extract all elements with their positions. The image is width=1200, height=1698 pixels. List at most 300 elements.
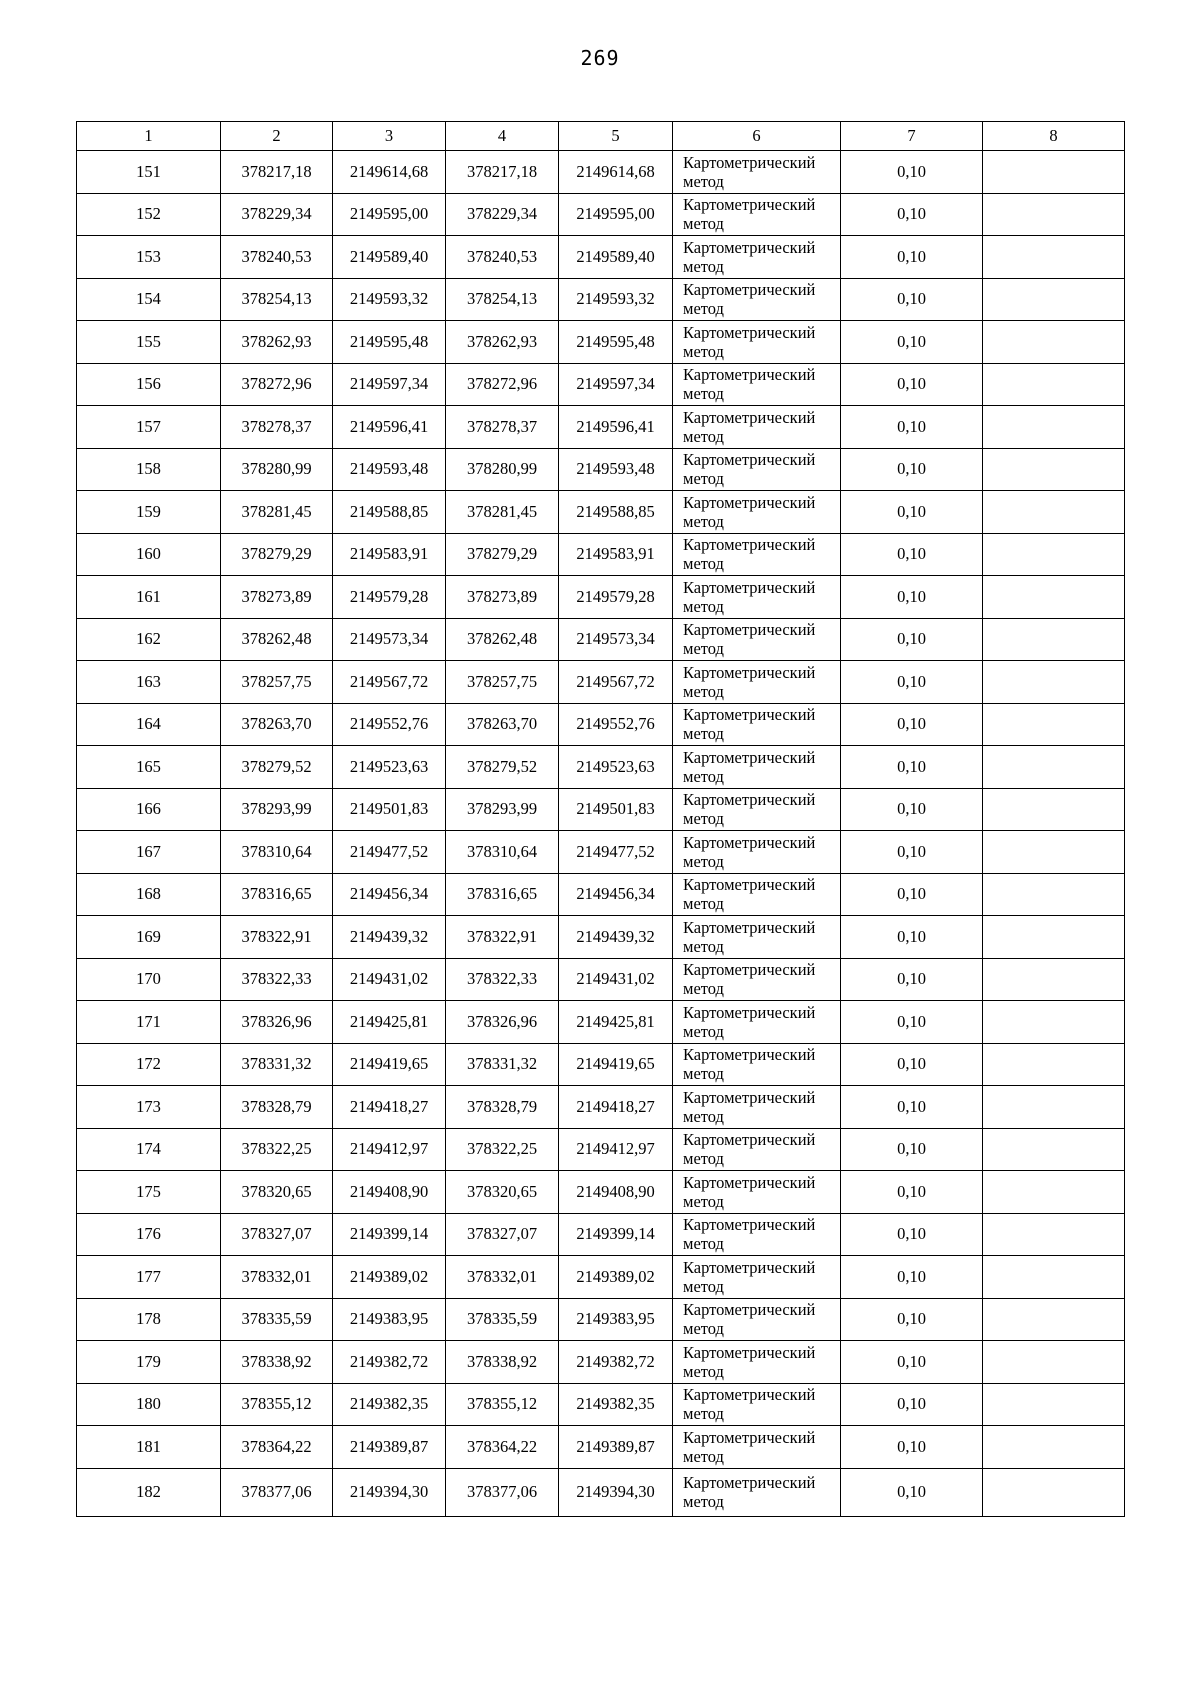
table-row [77,1341,1125,1384]
coordinate-y-cell: 2149597,34 [333,363,446,406]
note-cell [983,618,1125,661]
coordinate-y-cell: 2149501,83 [559,788,673,831]
point-number-cell: 156 [77,363,221,406]
method-text-line2: метод [683,1234,724,1254]
table-row [77,788,1125,831]
note-cell [983,448,1125,491]
coordinate-x-cell: 378327,07 [446,1213,559,1256]
page-number: 269 [580,46,620,70]
note-cell [983,916,1125,959]
precision-cell: 0,10 [841,533,983,576]
method-cell [673,1001,841,1044]
precision-cell: 0,10 [841,703,983,746]
coordinate-y-cell: 2149595,48 [333,321,446,364]
coordinate-x-cell: 378320,65 [446,1171,559,1214]
method-text-line1: Картометрический [683,1002,816,1022]
method-cell [673,1468,841,1516]
point-number-cell: 153 [77,236,221,279]
point-number-cell: 178 [77,1298,221,1341]
method-text-line2: метод [683,1446,724,1466]
coordinate-y-cell: 2149477,52 [333,831,446,874]
table-row [77,1086,1125,1129]
method-text-line2: метод [683,936,724,956]
coordinate-y-cell: 2149523,63 [333,746,446,789]
coordinate-y-cell: 2149382,35 [333,1383,446,1426]
note-cell [983,533,1125,576]
coordinate-y-cell: 2149383,95 [333,1298,446,1341]
coordinate-y-cell: 2149408,90 [559,1171,673,1214]
note-cell [983,193,1125,236]
coordinate-y-cell: 2149456,34 [559,873,673,916]
method-cell [673,1043,841,1086]
precision-cell: 0,10 [841,151,983,194]
table-row [77,278,1125,321]
coordinate-x-cell: 378335,59 [446,1298,559,1341]
method-text-line2: метод [683,1492,724,1511]
method-text-line2: метод [683,1361,724,1381]
coordinate-y-cell: 2149595,00 [333,193,446,236]
method-text-line1: Картометрический [683,1130,816,1150]
method-cell [673,491,841,534]
method-cell [673,236,841,279]
coordinate-y-cell: 2149567,72 [559,661,673,704]
precision-cell: 0,10 [841,1128,983,1171]
coordinate-y-cell: 2149418,27 [559,1086,673,1129]
precision-cell: 0,10 [841,788,983,831]
method-text-line2: метод [683,724,724,744]
coordinate-x-cell: 378279,52 [221,746,333,789]
coordinate-y-cell: 2149382,72 [559,1341,673,1384]
table-row [77,831,1125,874]
table-row [77,703,1125,746]
point-number-cell: 179 [77,1341,221,1384]
precision-cell: 0,10 [841,1086,983,1129]
coordinate-x-cell: 378327,07 [221,1213,333,1256]
precision-cell: 0,10 [841,1001,983,1044]
method-text-line2: метод [683,511,724,531]
coordinate-x-cell: 378331,32 [446,1043,559,1086]
coordinate-x-cell: 378278,37 [446,406,559,449]
coordinate-x-cell: 378263,70 [446,703,559,746]
coordinate-x-cell: 378240,53 [446,236,559,279]
method-text-line2: метод [683,596,724,616]
precision-cell: 0,10 [841,1298,983,1341]
method-text-line2: метод [683,469,724,489]
method-cell [673,1426,841,1469]
method-text-line1: Картометрический [683,535,816,555]
point-number-cell: 169 [77,916,221,959]
coordinate-x-cell: 378281,45 [221,491,333,534]
column-header: 8 [983,122,1125,151]
coordinate-x-cell: 378355,12 [221,1383,333,1426]
coordinate-x-cell: 378326,96 [221,1001,333,1044]
coordinate-x-cell: 378322,91 [221,916,333,959]
coordinate-x-cell: 378364,22 [446,1426,559,1469]
point-number-cell: 176 [77,1213,221,1256]
method-text-line1: Картометрический [683,237,816,257]
coordinate-x-cell: 378229,34 [221,193,333,236]
method-text-line1: Картометрический [683,875,816,895]
precision-cell: 0,10 [841,1043,983,1086]
note-cell [983,278,1125,321]
coordinate-x-cell: 378316,65 [446,873,559,916]
precision-cell: 0,10 [841,661,983,704]
table-row [77,1256,1125,1299]
coordinate-y-cell: 2149477,52 [559,831,673,874]
precision-cell: 0,10 [841,448,983,491]
point-number-cell: 173 [77,1086,221,1129]
coordinate-y-cell: 2149382,35 [559,1383,673,1426]
method-text-line2: метод [683,256,724,276]
coordinate-x-cell: 378257,75 [446,661,559,704]
coordinate-y-cell: 2149419,65 [559,1043,673,1086]
method-text-line2: метод [683,341,724,361]
coordinate-y-cell: 2149408,90 [333,1171,446,1214]
note-cell [983,406,1125,449]
coordinate-x-cell: 378332,01 [446,1256,559,1299]
coordinate-y-cell: 2149596,41 [333,406,446,449]
coordinate-x-cell: 378262,48 [221,618,333,661]
table-row [77,1426,1125,1469]
table-row [77,448,1125,491]
table-row [77,746,1125,789]
coordinate-x-cell: 378279,29 [221,533,333,576]
note-cell [983,1298,1125,1341]
coordinate-y-cell: 2149593,32 [333,278,446,321]
method-cell [673,1256,841,1299]
method-text-line1: Картометрический [683,960,816,980]
coordinate-x-cell: 378262,48 [446,618,559,661]
coordinate-x-cell: 378355,12 [446,1383,559,1426]
precision-cell: 0,10 [841,831,983,874]
precision-cell: 0,10 [841,1341,983,1384]
coordinate-x-cell: 378322,91 [446,916,559,959]
method-text-line1: Картометрический [683,407,816,427]
coordinate-x-cell: 378310,64 [221,831,333,874]
table-row [77,661,1125,704]
point-number-cell: 160 [77,533,221,576]
method-cell [673,661,841,704]
note-cell [983,873,1125,916]
note-cell [983,1468,1125,1516]
coordinate-y-cell: 2149425,81 [559,1001,673,1044]
method-text-line1: Картометрический [683,705,816,725]
coordinate-x-cell: 378320,65 [221,1171,333,1214]
coordinate-x-cell: 378229,34 [446,193,559,236]
note-cell [983,1341,1125,1384]
coordinate-x-cell: 378332,01 [221,1256,333,1299]
point-number-cell: 171 [77,1001,221,1044]
method-text-line2: метод [683,214,724,234]
method-cell [673,958,841,1001]
method-text-line2: метод [683,851,724,871]
coordinate-x-cell: 378335,59 [221,1298,333,1341]
table-header-row [77,122,1125,151]
note-cell [983,1086,1125,1129]
coordinate-y-cell: 2149382,72 [333,1341,446,1384]
table-row [77,533,1125,576]
column-header: 2 [221,122,333,151]
coordinate-y-cell: 2149593,48 [559,448,673,491]
coordinate-y-cell: 2149589,40 [559,236,673,279]
coordinate-y-cell: 2149431,02 [559,958,673,1001]
coordinate-x-cell: 378322,25 [446,1128,559,1171]
point-number-cell: 152 [77,193,221,236]
note-cell [983,151,1125,194]
precision-cell: 0,10 [841,1213,983,1256]
note-cell [983,1426,1125,1469]
table-row [77,958,1125,1001]
point-number-cell: 157 [77,406,221,449]
method-text-line1: Картометрический [683,662,816,682]
coordinate-y-cell: 2149399,14 [333,1213,446,1256]
coordinate-x-cell: 378217,18 [446,151,559,194]
precision-cell: 0,10 [841,491,983,534]
column-header: 5 [559,122,673,151]
method-text-line1: Картометрический [683,492,816,512]
coordinate-x-cell: 378278,37 [221,406,333,449]
coordinate-x-cell: 378272,96 [446,363,559,406]
method-text-line2: метод [683,809,724,829]
coordinate-y-cell: 2149573,34 [559,618,673,661]
method-text-line1: Картометрический [683,1473,816,1492]
method-cell [673,831,841,874]
table-row [77,236,1125,279]
method-cell [673,703,841,746]
method-text-line1: Картометрический [683,1427,816,1447]
table-row [77,193,1125,236]
point-number-cell: 167 [77,831,221,874]
method-cell [673,873,841,916]
column-header: 4 [446,122,559,151]
table-row [77,1383,1125,1426]
method-cell [673,533,841,576]
coordinate-x-cell: 378257,75 [221,661,333,704]
table-row [77,1001,1125,1044]
coordinate-x-cell: 378254,13 [446,278,559,321]
coordinate-y-cell: 2149614,68 [333,151,446,194]
method-text-line2: метод [683,384,724,404]
method-text-line2: метод [683,1064,724,1084]
coordinate-y-cell: 2149431,02 [333,958,446,1001]
point-number-cell: 159 [77,491,221,534]
point-number-cell: 164 [77,703,221,746]
precision-cell: 0,10 [841,1171,983,1214]
coordinate-y-cell: 2149552,76 [559,703,673,746]
method-text-line1: Картометрический [683,790,816,810]
coordinate-x-cell: 378322,25 [221,1128,333,1171]
table-row [77,1298,1125,1341]
method-cell [673,193,841,236]
coordinate-y-cell: 2149595,00 [559,193,673,236]
method-text-line2: метод [683,1276,724,1296]
coordinate-y-cell: 2149419,65 [333,1043,446,1086]
coordinate-y-cell: 2149583,91 [559,533,673,576]
note-cell [983,321,1125,364]
precision-cell: 0,10 [841,576,983,619]
coordinate-y-cell: 2149579,28 [559,576,673,619]
table-row [77,1128,1125,1171]
table-row [77,363,1125,406]
precision-cell: 0,10 [841,236,983,279]
coordinate-y-cell: 2149593,48 [333,448,446,491]
coordinate-y-cell: 2149589,40 [333,236,446,279]
coordinate-y-cell: 2149552,76 [333,703,446,746]
coordinate-y-cell: 2149394,30 [559,1468,673,1516]
coordinate-x-cell: 378262,93 [446,321,559,364]
method-cell [673,618,841,661]
point-number-cell: 168 [77,873,221,916]
coordinate-x-cell: 378272,96 [221,363,333,406]
method-text-line1: Картометрический [683,1215,816,1235]
method-cell [673,788,841,831]
point-number-cell: 172 [77,1043,221,1086]
method-cell [673,363,841,406]
coordinate-x-cell: 378328,79 [221,1086,333,1129]
precision-cell: 0,10 [841,406,983,449]
coordinate-x-cell: 378316,65 [221,873,333,916]
table-row [77,1213,1125,1256]
coordinate-x-cell: 378263,70 [221,703,333,746]
method-cell [673,1086,841,1129]
note-cell [983,831,1125,874]
method-cell [673,321,841,364]
precision-cell: 0,10 [841,1256,983,1299]
note-cell [983,661,1125,704]
method-text-line1: Картометрический [683,152,816,172]
coordinate-y-cell: 2149383,95 [559,1298,673,1341]
coordinate-x-cell: 378364,22 [221,1426,333,1469]
method-cell [673,576,841,619]
coordinate-y-cell: 2149439,32 [333,916,446,959]
note-cell [983,1043,1125,1086]
table-body [77,151,1125,1517]
table-row [77,406,1125,449]
coordinate-y-cell: 2149614,68 [559,151,673,194]
method-text-line2: метод [683,299,724,319]
point-number-cell: 155 [77,321,221,364]
coordinate-x-cell: 378262,93 [221,321,333,364]
point-number-cell: 177 [77,1256,221,1299]
coordinate-x-cell: 378293,99 [446,788,559,831]
method-text-line2: метод [683,681,724,701]
column-header: 1 [77,122,221,151]
coordinate-x-cell: 378279,29 [446,533,559,576]
coordinate-x-cell: 378273,89 [221,576,333,619]
point-number-cell: 158 [77,448,221,491]
coordinate-x-cell: 378326,96 [446,1001,559,1044]
coordinate-x-cell: 378322,33 [221,958,333,1001]
method-text-line1: Картометрический [683,450,816,470]
coordinate-x-cell: 378328,79 [446,1086,559,1129]
note-cell [983,958,1125,1001]
precision-cell: 0,10 [841,1426,983,1469]
method-text-line1: Картометрический [683,322,816,342]
method-cell [673,1128,841,1171]
method-text-line1: Картометрический [683,747,816,767]
coordinate-y-cell: 2149412,97 [559,1128,673,1171]
method-text-line2: метод [683,1149,724,1169]
method-text-line2: метод [683,171,724,191]
column-header: 3 [333,122,446,151]
note-cell [983,363,1125,406]
method-text-line1: Картометрический [683,1087,816,1107]
method-cell [673,1298,841,1341]
precision-cell: 0,10 [841,1468,983,1516]
coordinates-table [76,121,1125,1517]
method-text-line1: Картометрический [683,1300,816,1320]
table-row [77,321,1125,364]
method-cell [673,278,841,321]
coordinate-x-cell: 378377,06 [446,1468,559,1516]
method-text-line1: Картометрический [683,195,816,215]
point-number-cell: 180 [77,1383,221,1426]
precision-cell: 0,10 [841,958,983,1001]
coordinate-y-cell: 2149389,02 [559,1256,673,1299]
note-cell [983,1128,1125,1171]
method-text-line2: метод [683,1319,724,1339]
table-row [77,1171,1125,1214]
note-cell [983,1256,1125,1299]
precision-cell: 0,10 [841,363,983,406]
precision-cell: 0,10 [841,278,983,321]
note-cell [983,1383,1125,1426]
method-cell [673,916,841,959]
method-text-line1: Картометрический [683,365,816,385]
point-number-cell: 165 [77,746,221,789]
coordinate-x-cell: 378280,99 [221,448,333,491]
coordinate-y-cell: 2149596,41 [559,406,673,449]
coordinate-x-cell: 378254,13 [221,278,333,321]
method-cell [673,1213,841,1256]
coordinate-y-cell: 2149425,81 [333,1001,446,1044]
coordinate-x-cell: 378377,06 [221,1468,333,1516]
table-row [77,618,1125,661]
coordinate-y-cell: 2149588,85 [333,491,446,534]
coordinate-x-cell: 378273,89 [446,576,559,619]
precision-cell: 0,10 [841,1383,983,1426]
point-number-cell: 162 [77,618,221,661]
coordinate-y-cell: 2149588,85 [559,491,673,534]
coordinate-x-cell: 378310,64 [446,831,559,874]
coordinate-y-cell: 2149593,32 [559,278,673,321]
table-row [77,1468,1125,1516]
note-cell [983,1001,1125,1044]
method-cell [673,1171,841,1214]
coordinate-y-cell: 2149399,14 [559,1213,673,1256]
method-text-line2: метод [683,766,724,786]
coordinate-y-cell: 2149412,97 [333,1128,446,1171]
coordinate-y-cell: 2149418,27 [333,1086,446,1129]
coordinate-y-cell: 2149389,87 [559,1426,673,1469]
precision-cell: 0,10 [841,193,983,236]
point-number-cell: 154 [77,278,221,321]
method-text-line1: Картометрический [683,832,816,852]
table-row [77,916,1125,959]
method-text-line1: Картометрический [683,577,816,597]
method-text-line1: Картометрический [683,1342,816,1362]
table-row [77,1043,1125,1086]
note-cell [983,1213,1125,1256]
method-text-line1: Картометрический [683,1045,816,1065]
method-text-line1: Картометрический [683,280,816,300]
method-cell [673,1341,841,1384]
precision-cell: 0,10 [841,746,983,789]
coordinate-y-cell: 2149389,02 [333,1256,446,1299]
precision-cell: 0,10 [841,916,983,959]
method-text-line2: метод [683,1106,724,1126]
coordinate-x-cell: 378331,32 [221,1043,333,1086]
